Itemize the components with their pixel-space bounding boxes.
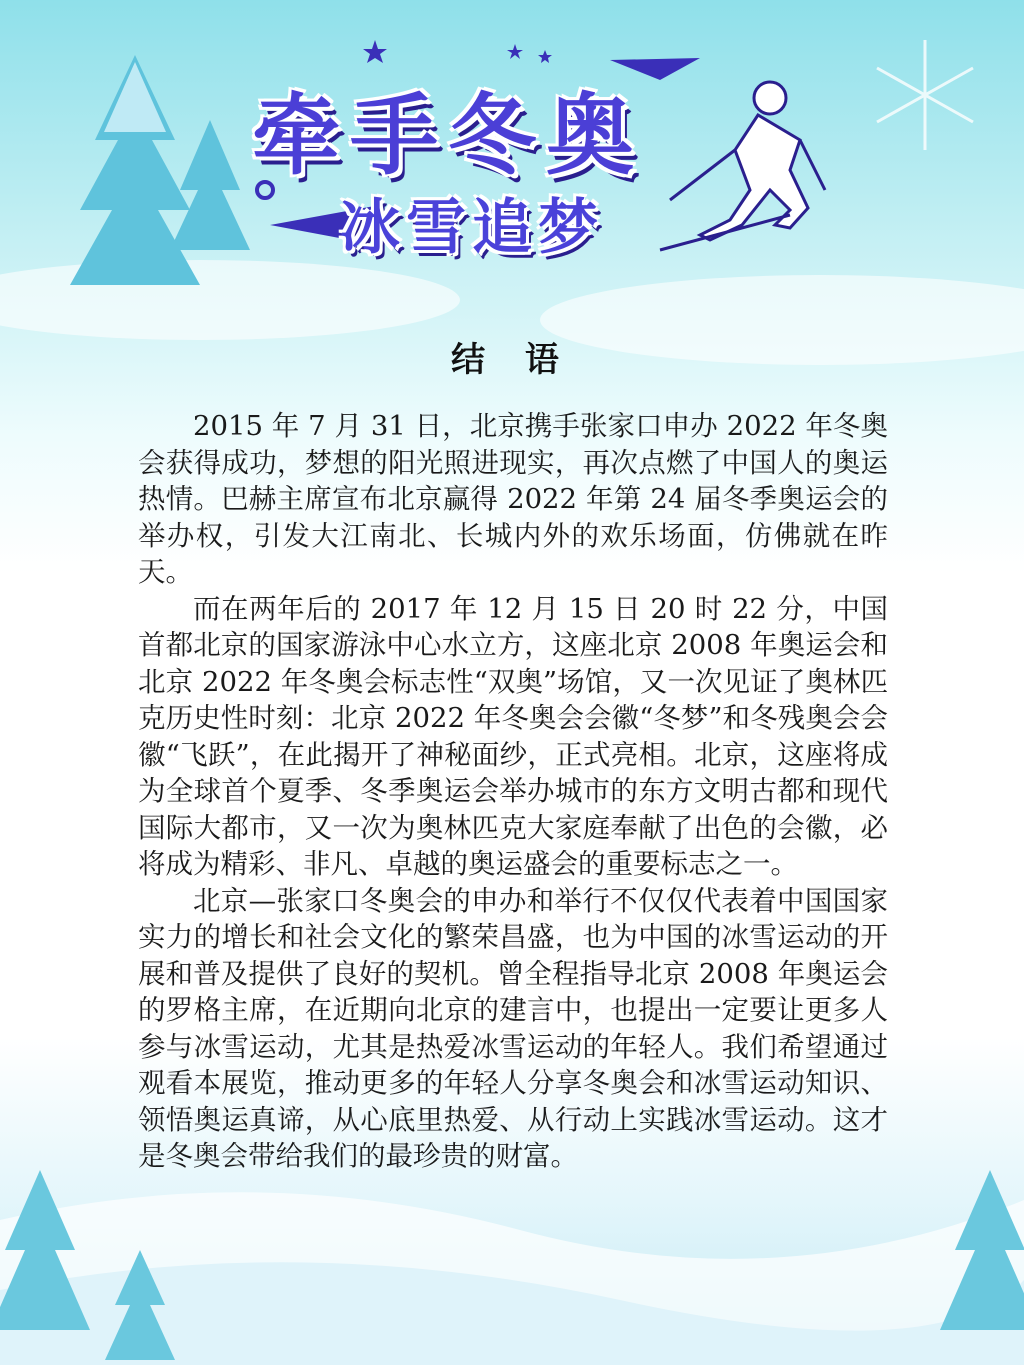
star-icon [363, 40, 552, 63]
poster-title-main: 牵手冬奥 [252, 84, 645, 187]
paragraph: 而在两年后的 2017 年 12 月 15 日 20 时 22 分，中国首都北京的国家游泳中心水立方，这座北京 2008 年奥运会和北京 2022 年冬奥会标志性“双奥”场馆，又一次见证了奥林匹克历史性时刻：北京 2022 年冬奥会会徽“冬梦”和冬残奥会会徽“飞跃”，在此揭开了神秘面纱，正式亮相。北京，这座将成为全球首个夏季、冬季奥运会举办城市的东方文明古都和现代国际大都市，又一次为奥林匹克大家庭奉献了出色的会徽，必将成为精彩、非凡、卓越的奥运盛会的重要标志之一。 [138, 592, 888, 880]
paragraph: 北京—张家口冬奥会的申办和举行不仅仅代表着中国国家实力的增长和社会文化的繁荣昌盛，也为中国的冰雪运动的开展和普及提供了良好的契机。曾全程指导北京 2008 年奥运会的罗格主席，在近期向北京的建言中，也提出一定要让更多人参与冰雪运动，尤其是热爱冰雪运动的年轻人。我们希望通过观看本展览，推动更多的年轻人分享冬奥会和冰雪运动知识、领悟奥运真谛，从心底里热爱、从行动上实践冰雪运动。这才是冬奥会带给我们的最珍贵的财富。 [138, 884, 888, 1172]
paragraph: 2015 年 7 月 31 日，北京携手张家口申办 2022 年冬奥会获得成功，梦想的阳光照进现实，再次点燃了中国人的奥运热情。巴赫主席宣布北京赢得 2022 年第 24 届冬季奥运会的举办权，引发大江南北、长城内外的欢乐场面，仿佛就在昨天。 [138, 410, 888, 588]
article-body [138, 408, 888, 1175]
section-heading: 结 语 [451, 340, 573, 380]
pine-tree-icon [70, 55, 250, 285]
poster-title-sub: 冰雪追梦 [340, 193, 604, 263]
snowflake-icon [877, 40, 973, 150]
poster-title-logo [230, 40, 850, 270]
skier-icon [660, 82, 825, 250]
